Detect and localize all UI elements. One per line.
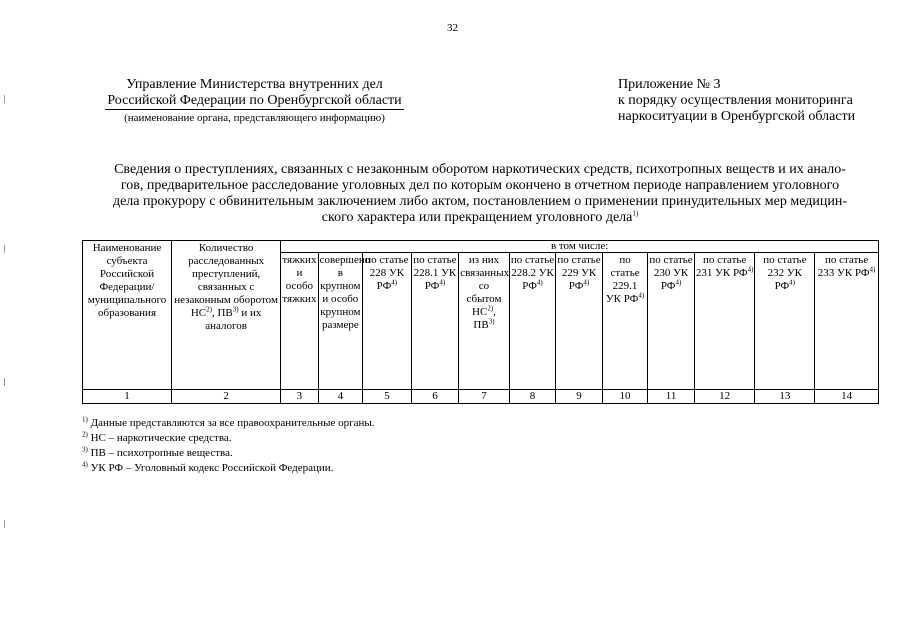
header-text: по статье 228.2 УК РФ xyxy=(510,254,555,292)
footnote-text: УК РФ – Уголовный кодекс Российской Федерации. xyxy=(87,462,334,474)
header-text: по статье 233 УК РФ xyxy=(817,254,870,279)
document-title xyxy=(80,162,880,226)
footnote-ref: 4) xyxy=(747,265,754,274)
footnote-ref: 2) xyxy=(487,304,494,313)
column-number: 2 xyxy=(172,390,281,404)
footnote-4 xyxy=(82,461,375,476)
header-cell-art-230 xyxy=(648,253,695,390)
header-text: по статье 229.1 УК РФ xyxy=(605,254,640,305)
footnote-ref: 4) xyxy=(675,278,682,287)
column-number: 1 xyxy=(83,390,172,404)
column-number: 13 xyxy=(755,390,815,404)
footnotes xyxy=(82,416,375,476)
column-number: 8 xyxy=(509,390,556,404)
appendix-line-3: наркоситуации в Оренбургской области xyxy=(618,109,856,124)
header-cell-art-233 xyxy=(815,253,879,390)
footnote-ref: 4) xyxy=(439,278,446,287)
column-number: 7 xyxy=(459,390,510,404)
column-number: 6 xyxy=(411,390,459,404)
organization-header xyxy=(82,77,427,125)
column-number: 11 xyxy=(648,390,695,404)
column-number: 3 xyxy=(281,390,318,404)
column-number: 12 xyxy=(694,390,755,404)
appendix-header xyxy=(618,77,855,125)
footnote-mark: 2) xyxy=(82,430,88,439)
header-cell-art-232 xyxy=(755,253,815,390)
column-number-row xyxy=(83,390,879,404)
footnote-ref: 1) xyxy=(632,209,639,218)
header-cell-art-229-1 xyxy=(602,253,648,390)
title-line: Сведения о преступлениях, связанных с незаконным оборотом наркотических средств, психотропных веществ и их анало- xyxy=(114,162,846,177)
header-cell-art-228-1 xyxy=(411,253,459,390)
scan-edge-mark xyxy=(4,520,5,528)
footnote-ref: 4) xyxy=(869,265,876,274)
column-number: 4 xyxy=(318,390,363,404)
footnote-ref: 4) xyxy=(638,291,645,300)
header-text: Количество расследованных преступлений, связанных с незаконным оборотом НС xyxy=(174,242,278,319)
footnote-ref: 2) xyxy=(206,305,212,314)
scan-edge-mark xyxy=(4,378,5,386)
header-text: , ПВ xyxy=(211,307,233,319)
data-table xyxy=(82,240,879,404)
header-text: по статье 231 УК РФ xyxy=(695,254,748,279)
header-cell-art-228-2 xyxy=(509,253,556,390)
footnote-2 xyxy=(82,431,375,446)
footnote-ref: 3) xyxy=(232,305,239,314)
column-number: 9 xyxy=(556,390,603,404)
scan-edge-mark xyxy=(4,95,5,103)
organization-line-1: Управление Министерства внутренних дел xyxy=(126,77,383,92)
appendix-line-2: к порядку осуществления мониторинга xyxy=(618,93,853,108)
footnote-3 xyxy=(82,446,375,461)
header-text: из них связанных со сбытом НС xyxy=(460,254,510,318)
footnote-text: Данные представляются за все правоохранительные органы. xyxy=(87,417,375,429)
header-text: по статье 228.1 УК РФ xyxy=(413,254,457,292)
header-text: по статье 228 УК РФ xyxy=(365,254,409,292)
title-line: дела прокурору с обвинительным заключением либо актом, постановлением о применении принудительных мер медицин- xyxy=(112,194,848,209)
footnote-text: НС – наркотические средства. xyxy=(87,432,232,444)
title-line-text: ского характера или прекращением уголовного дела xyxy=(321,210,633,225)
column-number: 10 xyxy=(602,390,648,404)
footnote-mark: 3) xyxy=(82,445,88,454)
header-cell-grave: тяжких и особо тяжких xyxy=(281,253,318,390)
header-cell-subject: Наименование субъекта Российской Федерации/ муниципального образования xyxy=(83,241,172,390)
footnote-ref: 4) xyxy=(391,278,398,287)
footnote-text: ПВ – психотропные вещества. xyxy=(87,447,233,459)
title-line xyxy=(80,210,880,226)
header-cell-art-228 xyxy=(363,253,412,390)
organization-line-2: Российской Федерации по Оренбургской области xyxy=(107,93,402,108)
footnote-mark: 1) xyxy=(82,415,88,424)
header-text: по статье 229 УК РФ xyxy=(557,254,601,292)
header-text: по статье 232 УК РФ xyxy=(763,254,807,292)
footnote-ref: 3) xyxy=(488,317,495,326)
header-cell-art-229 xyxy=(556,253,603,390)
header-text: и их аналогов xyxy=(205,307,262,332)
appendix-line-1: Приложение № 3 xyxy=(618,77,721,92)
header-cell-sales xyxy=(459,253,510,390)
footnote-ref: 4) xyxy=(536,278,543,287)
header-cell-count xyxy=(172,241,281,390)
footnote-ref: 4) xyxy=(789,278,796,287)
scan-edge-mark xyxy=(4,245,5,253)
column-number: 5 xyxy=(363,390,412,404)
header-group-including: в том числе: xyxy=(281,241,879,253)
page-number: 32 xyxy=(447,22,458,34)
title-line: гов, предварительное расследование уголовных дел по которым окончено в отчетном периоде направлением уголовного xyxy=(120,178,840,193)
header-cell-large-scale: совершено в крупном и особо крупном размере xyxy=(318,253,363,390)
organization-caption: (наименование органа, представляющего информацию) xyxy=(124,112,385,124)
header-text: , ПВ xyxy=(473,306,496,331)
column-number: 14 xyxy=(815,390,879,404)
header-text: по статье 230 УК РФ xyxy=(649,254,693,292)
header-cell-art-231 xyxy=(694,253,755,390)
footnote-1 xyxy=(82,416,375,431)
footnote-mark: 4) xyxy=(82,460,88,469)
footnote-ref: 4) xyxy=(583,278,590,287)
